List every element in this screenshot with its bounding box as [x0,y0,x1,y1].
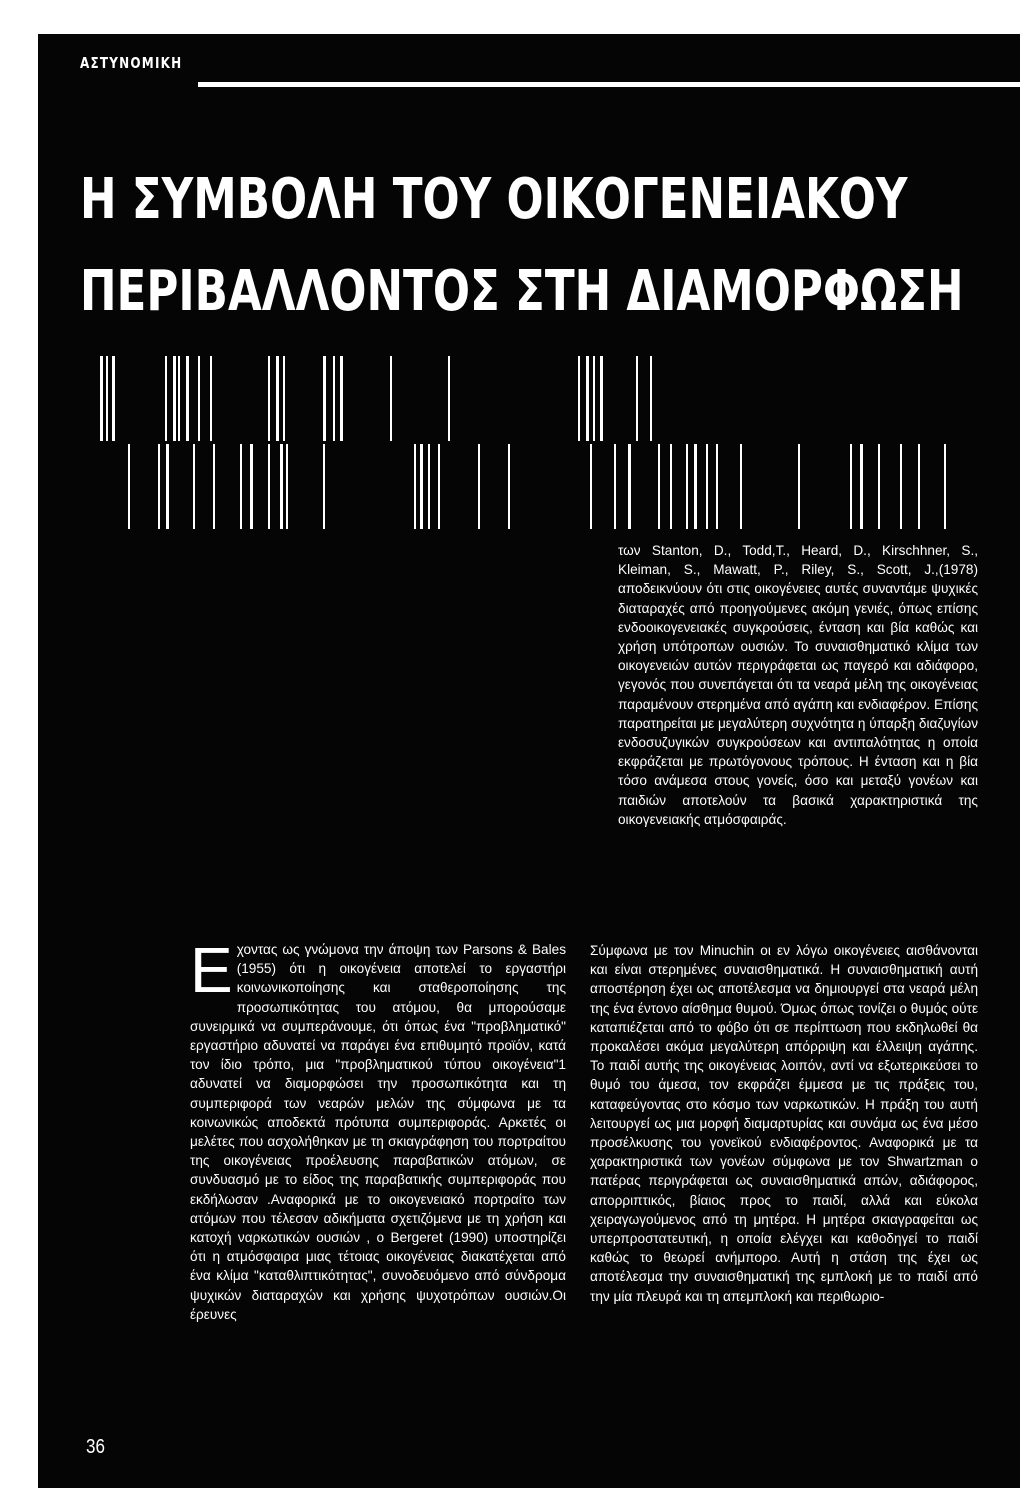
letter-stroke [590,444,592,529]
title-line-2: ΠΕΡΙΒΑΛΛΟΝΤΟΣ ΣΤΗ ΔΙΑΜΟΡΦΩΣΗ [80,259,964,324]
letter-stroke [323,444,325,529]
letter-stroke [268,356,270,441]
letter-stroke [210,356,212,441]
title-line-1: Η ΣΥΜΒΟΛΗ ΤΟΥ ΟΙΚΟΓΕΝΕΙΑΚΟΥ [80,167,908,232]
left-column-text: χοντας ως γνώμονα την άποψη των Parsons & Bales (1955) ότι η οικογένεια αποτελεί το εργαστήρι κοινωνικοποίησης και σταθεροποίησης της προσωπικότητας του ατόμου, θα μπορούσαμε συνειρμικά να συμπεράνουμε, ότι όπως ένα "προβληματικό" εργαστήριο αδυνατεί να παράγει ένα επιθυμητό προϊόν, κατά τον ίδιο τρόπο, μια "προβληματικού τύπου οικογένεια"1 αδυνατεί να διαμορφώσει την προσωπικότητα και τη συμπεριφορά των νεαρών μελών της σύμφωνα με τα κοινωνικώς αποδεκτά πρότυπα συμπεριφοράς. Αρκετές οι μελέτες που ασχολήθηκαν με τη σκιαγράφηση του πορτραίτου της οικογένειας προέλευσης παραβατικών ατόμων, σε συνδυασμό με το είδος της παραβατικής συμπεριφοράς που εκδήλωσαν .Αναφορικά με το οικογενειακό πορτραίτο των ατόμων που τέλεσαν αδικήματα σχετιζόμενα με τη χρήση και κατοχή ναρκωτικών ουσιών , ο Bergeret (1990) υποστηρίζει ότι η ατμόσφαιρα μιας τέτοιας οικογένειας διακατέχεται από ένα κλίμα "καταθλιπτικότητας", συνοδευόμενο από σύνδρομα ψυχικών διαταραχών και χρήσης ψυχοτρόπων ουσιών.Οι έρευνες [190,942,566,1322]
letter-stroke [240,444,242,529]
letter-stroke [414,444,416,529]
letter-stroke [213,444,215,529]
letter-stroke [600,356,603,441]
letter-stroke [280,444,283,529]
letter-stroke [323,356,326,441]
truncated-title-line-3 [38,356,1020,441]
letter-stroke [166,444,169,529]
letter-stroke [198,356,200,441]
letter-stroke [706,444,708,529]
letter-stroke [636,356,638,441]
letter-stroke [268,444,270,529]
letter-stroke [428,444,430,529]
letter-stroke [438,444,440,529]
letter-stroke [420,444,423,529]
letter-stroke [850,444,852,529]
letter-stroke [178,356,180,441]
letter-stroke [944,444,946,529]
letter-stroke [158,444,160,529]
letter-stroke [586,356,589,441]
letter-stroke [448,356,450,441]
section-label: ΑΣΤΥΝΟΜΙΚΗ [80,54,183,72]
header-rule [198,82,1020,87]
truncated-title-line-4 [38,444,1020,529]
letter-stroke [650,356,652,441]
letter-stroke [112,356,115,441]
letter-stroke [670,444,672,529]
letter-stroke [165,356,167,441]
letter-stroke [878,444,880,529]
letter-stroke [193,444,195,529]
letter-stroke [276,356,279,441]
letter-stroke [860,444,863,529]
page-background [38,34,1020,1488]
letter-stroke [694,444,697,529]
article-right-column: των Stanton, D., Todd,T., Heard, D., Kirschhner, S., Kleiman, S., Mawatt, P., Riley, S., Scott, J.,(1978) αποδεικνύουν ότι στις οικογένειες αυτές συναντάμε ψυχικές διαταραχές από προηγούμενες ακόμη γενιές, όπως επίσης ενδοοικογενειακές συγκρούσεις, ένταση και βία καθώς και χρήση υπότροπων ουσιών. Το συναισθηματικό κλίμα των οικογενειών αυτών περιγράφεται ως παγερό και αδιάφορο, γεγονός που συνεπάγεται ότι τα νεαρά μέλη της οικογένειας παραμένουν στερημένα από αγάπη και ενδιαφέρον. Επίσης παρατηρείται με μεγαλύτερη συχνότητα η ύπαρξη διαζυγίων ενδοσυζυγικών συγκρούσεων και αντιπαλότητας η οποία εκφράζεται με πρωτόγονους τρόπους. Η ένταση και η βία τόσο ανάμεσα στους γονείς, όσο και μεταξύ γονέων και παιδιών αποτελούν τα βασικά χαρακτηριστικά της οικογενειακής ατμόσφαιράς. [618,543,978,827]
letter-stroke [508,444,510,529]
letter-stroke [100,356,103,441]
letter-stroke [686,444,688,529]
letter-stroke [250,444,253,529]
letter-stroke [798,444,800,529]
letter-stroke [628,444,631,529]
letter-stroke [578,356,580,441]
letter-stroke [186,356,189,441]
letter-stroke [900,444,902,529]
page-number: 36 [86,1436,105,1458]
letter-stroke [658,444,660,529]
letter-stroke [614,444,616,529]
letter-stroke [283,356,285,441]
letter-stroke [333,356,335,441]
letter-stroke [128,444,130,529]
letter-stroke [918,444,920,529]
letter-stroke [478,444,480,529]
letter-stroke [106,356,108,441]
letter-stroke [740,444,742,529]
letter-stroke [286,444,288,529]
letter-stroke [716,444,718,529]
letter-stroke [593,356,595,441]
letter-stroke [390,356,392,441]
letter-stroke [340,356,343,441]
letter-stroke [173,356,176,441]
drop-cap: Ε [190,934,233,1006]
article-left-column [190,934,566,1324]
article-bottom-right-column: Σύμφωνα με τον Minuchin οι εν λόγω οικογένειες αισθάνονται και είναι στερημένες συναισθηματικά. Η συναισθηματική αυτή αποστέρηση έχει ως αποτέλεσμα να δημιουργεί στα νεαρά μέλη της ένα έντονο αίσθημα θυμού. Όμως όπως τονίζει ο θυμός ούτε καταπιέζεται από το φόβο ότι σε περίπτωση που εκδηλωθεί θα προκαλέσει ακόμα μεγαλύτερη απόρριψη και έλλειψη αγάπης. Το παιδί αυτής της οικογένειας λοιπόν, αντί να εξωτερικεύσει το θυμό του άμεσα, τον εκφράζει έμμεσα με τις πράξεις του, καταφεύγοντας στο κόσμο των ναρκωτικών. Η πράξη του αυτή λειτουργεί ως μια μορφή διαμαρτυρίας και συνάμα ως ένα μέσο προσέλκυσης του γονεϊκού ενδιαφέροντος. Αναφορικά με τα χαρακτηριστικά των γονέων σύμφωνα με τον Shwartzman ο πατέρας περιγράφεται ως συναισθηματικά απών, αδιάφορος, απορριπτικός, βίαιος προς το παιδί, αλλά και εύκολα χειραγωγούμενος από τη μητέρα. Η μητέρα σκιαγραφείται ως υπερπροστατευτική, η οποία ελέγχει και καθοδηγεί το παιδί καθώς το θεωρεί ανήμπορο. Αυτή η στάση της έχει ως αποτέλεσμα την συναισθηματική της εμπλοκή με το παιδί από την μία πλευρά και τη απεμπλοκή και περιθωριο- [590,943,978,1304]
